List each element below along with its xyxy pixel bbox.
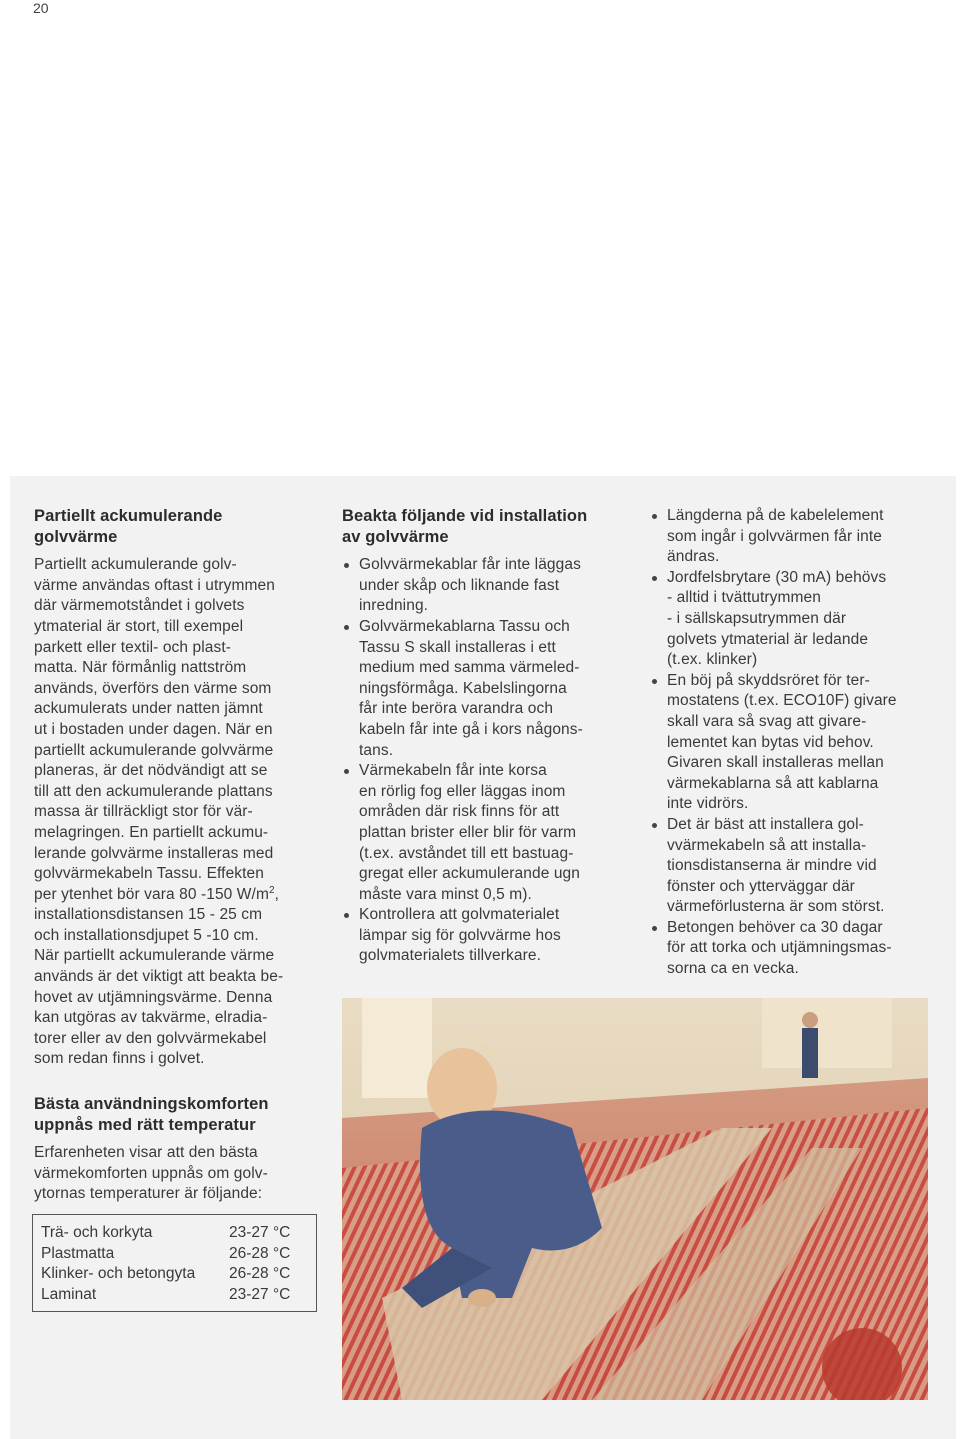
table-cell-surface: Laminat — [41, 1285, 97, 1303]
table-cell-surface: Plastmatta — [41, 1244, 115, 1262]
list-item: Golvvärmekablarna Tassu och Tassu S skall installeras i ett medium med samma värmeled- ningsförmåga. Kabelslingorna får inte beröra varandra och kabeln får inte gå i kors någons- tans. — [342, 617, 627, 761]
table-row — [41, 1223, 316, 1244]
list-item: En böj på skyddsröret för ter- mostatens (t.ex. ECO10F) givare skall vara så svag att givare- lementet kan bytas vid behov. Givaren skall installeras mellan värmekablarna så att kablarna inte vidrörs. — [650, 671, 935, 815]
photo-illustration — [342, 998, 928, 1400]
table-cell-temperature: 23-27 °C — [229, 1285, 291, 1303]
installation-photo — [342, 998, 928, 1400]
column-right — [650, 506, 935, 980]
column-middle — [342, 506, 627, 967]
table-cell-temperature: 26-28 °C — [229, 1265, 291, 1283]
list-item: Jordfelsbrytare (30 mA) behövs - alltid i tvättutrymmen - i sällskapsutrymmen där golvets ytmaterial är ledande (t.ex. klinker) — [650, 568, 935, 671]
list-item: Betongen behöver ca 30 dagar för att torka och utjämningsmas- sorna ca en vecka. — [650, 918, 935, 980]
paragraph-comfort: Erfarenheten visar att den bästa värmekomforten uppnås om golv- ytornas temperaturer är följande: — [34, 1144, 268, 1203]
list-item: Längderna på de kabelelement som ingår i golvvärmen får inte ändras. — [650, 506, 935, 568]
column-left — [34, 506, 314, 1205]
window-shape — [362, 998, 432, 1098]
table-row — [41, 1244, 316, 1265]
table-row — [41, 1285, 316, 1306]
heading-partial-accumulating: Partiellt ackumulerande golvvärme — [34, 507, 223, 546]
installation-list — [342, 555, 627, 967]
table-row — [41, 1264, 316, 1285]
list-item: Golvvärmekablar får inte läggas under skåp och liknande fast inredning. — [342, 555, 627, 617]
page-number: 20 — [33, 0, 49, 16]
installation-list-continued — [650, 506, 935, 980]
list-item: Det är bäst att installera gol- vvärmekabeln så att installa- tionsdistanserna är mindre vid fönster och ytterväggar där värmeförlusterna är som störst. — [650, 815, 935, 918]
heading-comfort: Bästa användningskomforten uppnås med rätt temperatur — [34, 1095, 269, 1134]
list-item: Kontrollera att golvmaterialet lämpar sig för golvvärme hos golvmaterialets tillverkare. — [342, 905, 627, 967]
heading-installation: Beakta följande vid installation av golvvärme — [342, 507, 588, 546]
table-cell-temperature: 26-28 °C — [229, 1244, 291, 1262]
temperature-table — [32, 1214, 317, 1312]
paragraph-partial-accumulating — [34, 555, 314, 1070]
paragraph-text: Partiellt ackumulerande golv- värme användas oftast i utrymmen där värmemotståndet i golvets ytmaterial är stort, till exempel parkett eller textil- och plast- matta. När förmånlig nattström används, överförs den värme som ackumulerats under natten jämnt ut i bostaden under dagen. När en partiellt ackumulerande golvvärme planeras, är det nödvändigt att se till att den ackumulerande plattans massa är tillräckligt stor för vär- melagringen. En partiellt ackumu- lerande golvvärme installeras med golvvärmekabeln Tassu. Effekten per ytenhet bör vara 80 -150 W/m — [34, 556, 275, 903]
table-cell-temperature: 23-27 °C — [229, 1224, 291, 1241]
table-cell-surface: Klinker- och betongyta — [41, 1265, 196, 1283]
superscript: 2 — [268, 884, 275, 896]
table-cell-surface: Trä- och korkyta — [41, 1224, 153, 1241]
paragraph-text-rest: , installationsdistansen 15 - 25 cm och installationsdjupet 5 -10 cm. När partiellt ackumulerande värme används är det viktigt att beakta be- hovet av utjämningsvärme. Denna kan utgöras av takvärme, elradia- torer eller av den golvvärmekabel som redan finns i golvet. — [34, 885, 284, 1068]
list-item: Värmekabeln får inte korsa en rörlig fog eller läggas inom områden där risk finns för att plattan brister eller blir för varm (t.ex. avståndet till ett bastuag- gregat eller ackumulerande ugn måste vara minst 0,5 m). — [342, 761, 627, 905]
